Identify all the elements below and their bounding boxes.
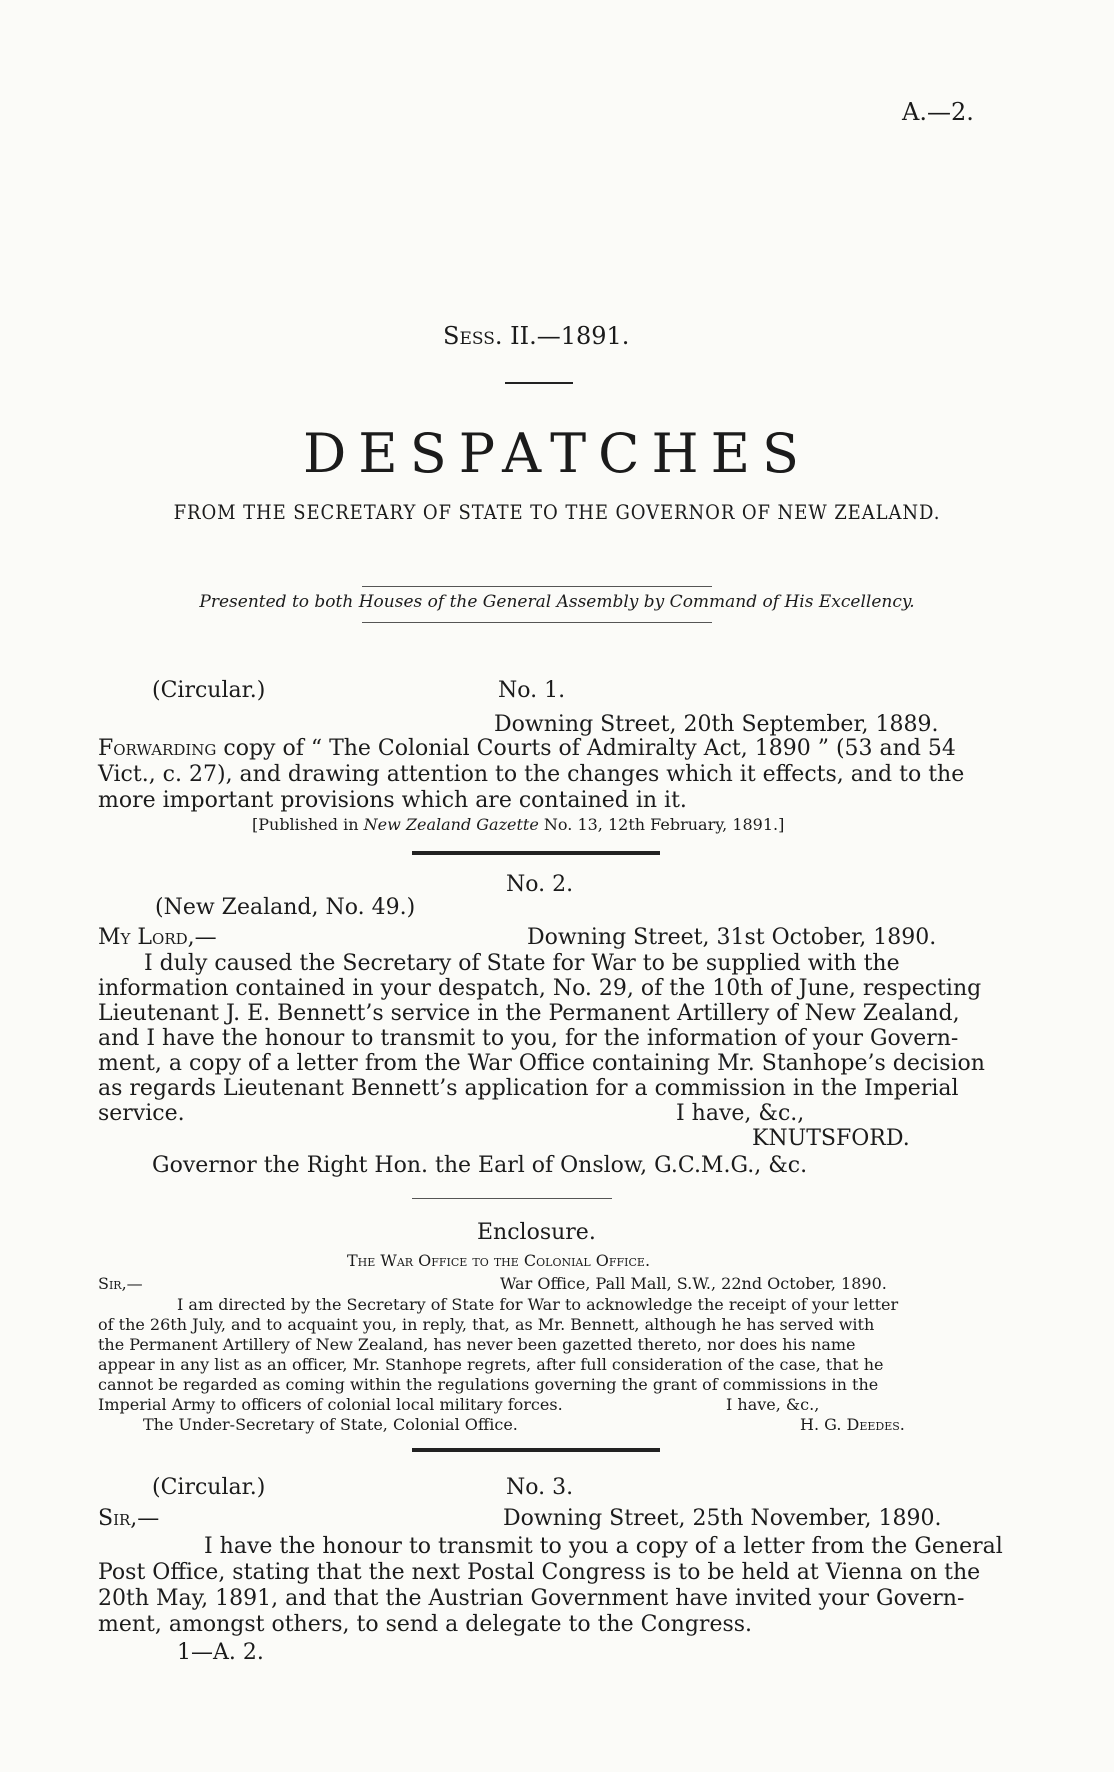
d2-line: as regards Lieutenant Bennett’s application for a commission in the Imperial xyxy=(98,1076,959,1101)
d1-line-2: Vict., c. 27), and drawing attention to the changes which it effects, and to the xyxy=(98,762,965,787)
enclosure-line: the Permanent Artillery of New Zealand, has never been gazetted thereto, nor does his name xyxy=(98,1335,856,1354)
enclosure-closing: I have, &c., xyxy=(726,1395,820,1414)
d2-label: (New Zealand, No. 49.) xyxy=(155,895,416,920)
d1-pub-open: [Published in xyxy=(252,815,364,834)
enclosure-place-date: War Office, Pall Mall, S.W., 22nd October, 1890. xyxy=(500,1274,887,1293)
d2-place-date: Downing Street, 31st October, 1890. xyxy=(527,925,937,950)
page-subtitle: FROM THE SECRETARY OF STATE TO THE GOVERNOR OF NEW ZEALAND. xyxy=(173,500,941,524)
d1-label: (Circular.) xyxy=(152,678,266,703)
d3-label: (Circular.) xyxy=(152,1475,266,1500)
d1-pub-close: No. 13, 12th February, 1891.] xyxy=(538,815,785,834)
d2-salutation: My Lord,— xyxy=(98,925,217,950)
d3-number: No. 3. xyxy=(506,1475,574,1500)
session-label: Sess. II.—1891. xyxy=(443,322,630,350)
d3-line: I have the honour to transmit to you a copy of a letter from the General xyxy=(204,1534,1003,1559)
enclosure-heading: Enclosure. xyxy=(477,1220,596,1245)
enclosure-salutation: Sir,— xyxy=(98,1274,143,1293)
enclosure-line: cannot be regarded as coming within the regulations governing the grant of commissions in the xyxy=(98,1375,879,1394)
d1-pub-gazette: New Zealand Gazette xyxy=(363,815,539,834)
d1-lead: Forwarding xyxy=(98,736,217,761)
d1-line-1 xyxy=(98,736,956,761)
enclosure-line: appear in any list as an officer, Mr. Stanhope regrets, after full consideration of the case, that he xyxy=(98,1355,884,1374)
page-code: A.—2. xyxy=(902,98,974,126)
d1-place-date: Downing Street, 20th September, 1889. xyxy=(494,712,939,737)
page-footer-code: 1—A. 2. xyxy=(177,1640,264,1665)
enclosure-line: I am directed by the Secretary of State for War to acknowledge the receipt of your letter xyxy=(177,1295,899,1314)
d1-number: No. 1. xyxy=(498,678,566,703)
d1-text-1: copy of “ The Colonial Courts of Admiralty Act, 1890 ” (53 and 54 xyxy=(216,736,956,761)
presented-rule-top xyxy=(362,586,712,587)
presented-note: Presented to both Houses of the General Assembly by Command of His Excellency. xyxy=(199,592,915,612)
enclosure-line: of the 26th July, and to acquaint you, in reply, that, as Mr. Bennett, although he has served with xyxy=(98,1315,875,1334)
enclosure-last-line: Imperial Army to officers of colonial local military forces. xyxy=(98,1395,563,1414)
d1-line-3: more important provisions which are contained in it. xyxy=(98,788,687,813)
d2-number: No. 2. xyxy=(506,872,574,897)
d1-published-note xyxy=(252,815,784,834)
d2-line: I duly caused the Secretary of State for War to be supplied with the xyxy=(144,951,900,976)
enclosure-signature: H. G. Deedes. xyxy=(800,1415,905,1434)
enclosure-from-to: The War Office to the Colonial Office. xyxy=(347,1251,651,1270)
d2-line: information contained in your despatch, No. 29, of the 10th of June, respecting xyxy=(98,976,982,1001)
d2-line: Lieutenant J. E. Bennett’s service in the Permanent Artillery of New Zealand, xyxy=(98,1001,960,1026)
d2-addressee: Governor the Right Hon. the Earl of Onslow, G.C.M.G., &c. xyxy=(152,1153,808,1178)
separator-2 xyxy=(412,1198,612,1199)
page-title: DESPATCHES xyxy=(303,422,811,485)
enclosure-addressee: The Under-Secretary of State, Colonial Office. xyxy=(143,1415,518,1434)
d3-salutation: Sir,— xyxy=(98,1506,160,1531)
d2-line: ment, a copy of a letter from the War Office containing Mr. Stanhope’s decision xyxy=(98,1051,985,1076)
d3-place-date: Downing Street, 25th November, 1890. xyxy=(503,1506,942,1531)
d2-signature: KNUTSFORD. xyxy=(752,1126,910,1151)
d2-line: and I have the honour to transmit to you, for the information of your Govern- xyxy=(98,1026,959,1051)
d3-line: Post Office, stating that the next Postal Congress is to be held at Vienna on the xyxy=(98,1560,981,1585)
separator-1 xyxy=(412,851,660,855)
d3-last-line: ment, amongst others, to send a delegate to the Congress. xyxy=(98,1612,753,1637)
d2-closing: I have, &c., xyxy=(676,1101,805,1126)
presented-rule-bottom xyxy=(362,622,712,623)
d2-last-line: service. xyxy=(98,1101,185,1126)
separator-3 xyxy=(412,1448,660,1452)
d3-line: 20th May, 1891, and that the Austrian Government have invited your Govern- xyxy=(98,1586,965,1611)
session-rule xyxy=(505,382,573,384)
